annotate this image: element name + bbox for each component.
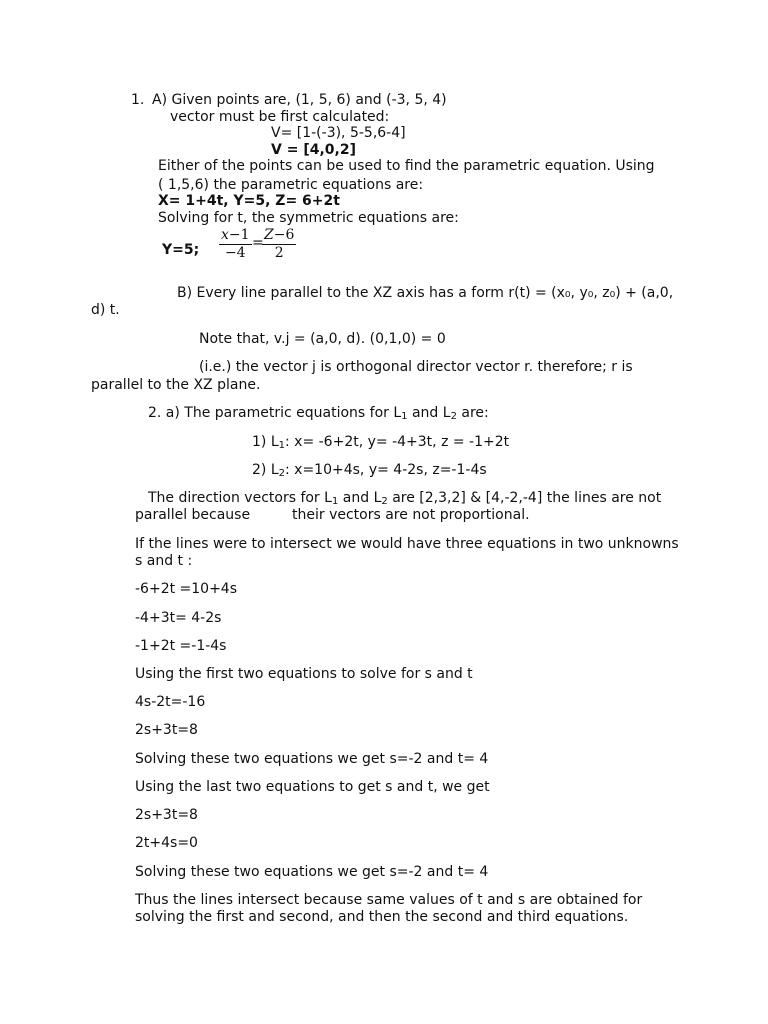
direction-vectors-line-1: The direction vectors for $L_1$ and $L_2$ are [2,3,2] & [4,-2,-4] the lines are not bbox=[148, 490, 662, 507]
solving-result-2: Solving these two equations we get s=-2 and t= 4 bbox=[135, 864, 489, 880]
ie-line-1: (i.e.) the vector j is orthogonal director vector r. therefore; r is bbox=[199, 359, 633, 375]
fraction-z-numerator: Z−6 bbox=[264, 227, 295, 243]
problem-1-number: 1. bbox=[131, 92, 145, 108]
solving-result-1: Solving these two equations we get s=-2 and t= 4 bbox=[135, 751, 489, 767]
conclusion-line-2: solving the first and second, and then the second and third equations. bbox=[135, 909, 629, 925]
equation-2: -4+3t= 4-2s bbox=[135, 610, 222, 626]
symmetric-intro: Solving for t, the symmetric equations are: bbox=[158, 210, 459, 226]
vector-calc-intro: vector must be first calculated: bbox=[170, 109, 390, 125]
equation-3: -1+2t =-1-4s bbox=[135, 638, 227, 654]
part-b-line-1: B) Every line parallel to the XZ axis has a form r(t) = (x₀, y₀, z₀) + (a,0, bbox=[177, 285, 674, 301]
direction-vectors-line-2a: parallel because bbox=[135, 507, 251, 523]
fraction-equals-sign: = bbox=[252, 235, 264, 251]
either-line-2: ( 1,5,6) the parametric equations are: bbox=[158, 177, 424, 193]
vector-calc: V= [1-(-3), 5-5,6-4] bbox=[271, 125, 406, 141]
using-first-two: Using the first two equations to solve for s and t bbox=[135, 666, 473, 682]
either-line-1: Either of the points can be used to find the parametric equation. Using bbox=[158, 158, 655, 174]
note-dot-product: Note that, v.j = (a,0, d). (0,1,0) = 0 bbox=[199, 331, 446, 347]
line-l2-equations: 2) $L_2$: x=10+4s, y= 4-2s, z=-1-4s bbox=[252, 462, 487, 479]
parametric-equations: X= 1+4t, Y=5, Z= 6+2t bbox=[158, 193, 340, 209]
fraction-x-denominator: −4 bbox=[224, 245, 246, 261]
equation-5: 2s+3t=8 bbox=[135, 722, 198, 738]
direction-vectors-line-2b: their vectors are not proportional. bbox=[292, 507, 530, 523]
equation-6: 2s+3t=8 bbox=[135, 807, 198, 823]
equation-7: 2t+4s=0 bbox=[135, 835, 198, 851]
fraction-x-numerator: x−1 bbox=[221, 227, 250, 243]
fraction-z bbox=[262, 227, 296, 262]
equation-4: 4s-2t=-16 bbox=[135, 694, 206, 710]
using-last-two: Using the last two equations to get s and t, we get bbox=[135, 779, 490, 795]
equation-1: -6+2t =10+4s bbox=[135, 581, 238, 597]
conclusion-line-1: Thus the lines intersect because same values of t and s are obtained for bbox=[135, 892, 643, 908]
line-l1-equations: 1) $L_1$: x= -6+2t, y= -4+3t, z = -1+2t bbox=[252, 434, 510, 451]
intersect-intro-1: If the lines were to intersect we would have three equations in two unknowns bbox=[135, 536, 679, 552]
fraction-z-denominator: 2 bbox=[274, 245, 284, 261]
fraction-x bbox=[219, 227, 252, 262]
part-b-line-2: d) t. bbox=[91, 302, 120, 318]
problem-2a-intro: 2. a) The parametric equations for $L_1$ and $L_2$ are: bbox=[148, 405, 489, 422]
intersect-intro-2: s and t : bbox=[135, 553, 193, 569]
vector-result: V = [4,0,2] bbox=[271, 142, 356, 158]
ie-line-2: parallel to the XZ plane. bbox=[91, 377, 261, 393]
problem-1a-given: A) Given points are, (1, 5, 6) and (-3, 5, 4) bbox=[152, 92, 447, 108]
y-equals-5: Y=5; bbox=[162, 242, 200, 258]
